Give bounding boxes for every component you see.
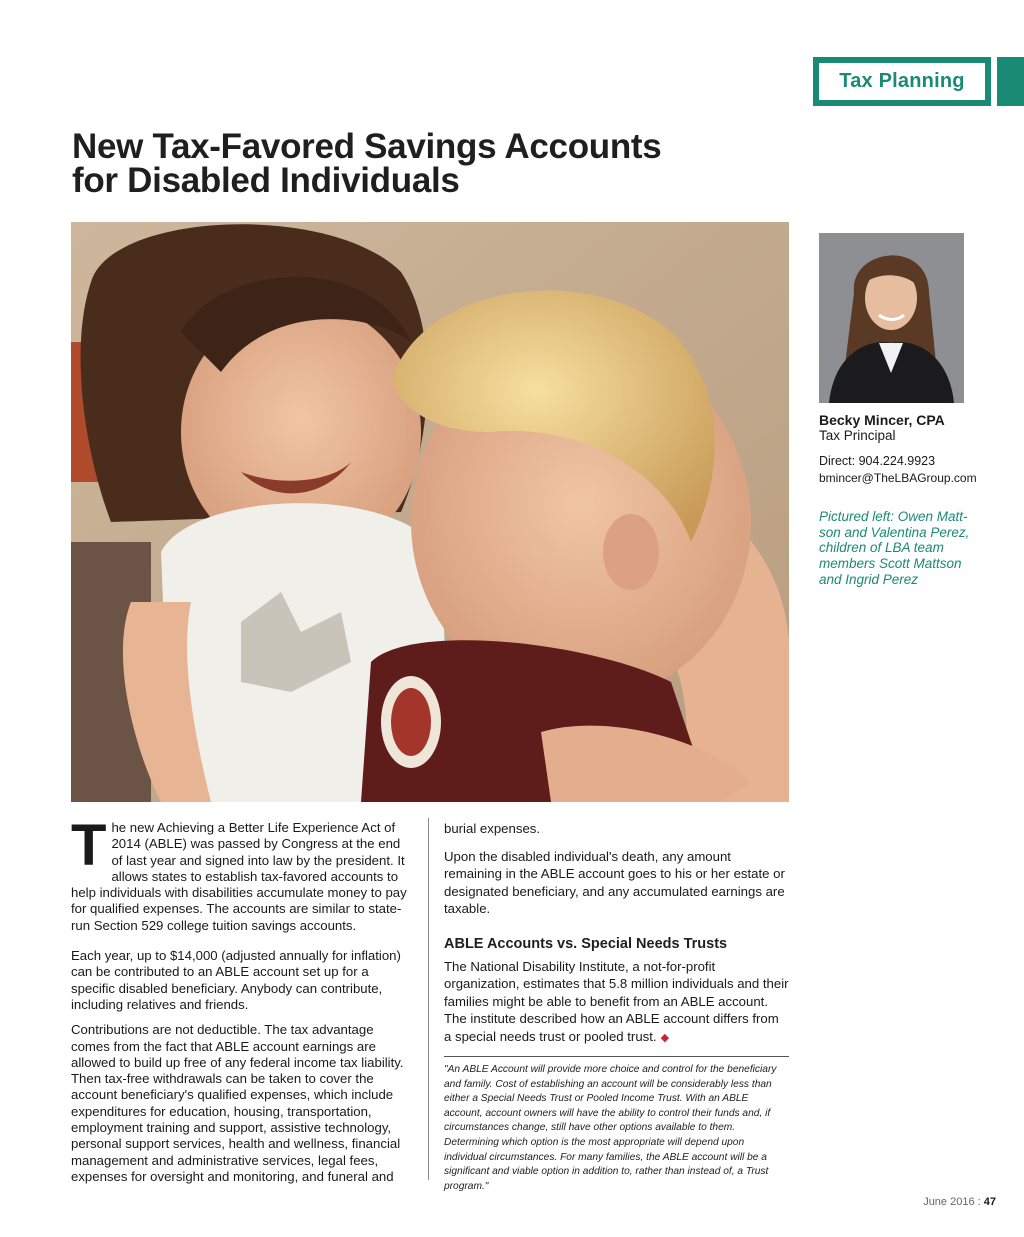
paragraph-6: [444, 958, 789, 1048]
headline-line-1: New Tax-Favored Savings Accounts: [72, 127, 662, 166]
pull-quote: "An ABLE Account will provide more choice and control for the beneficiary and family. Cost of establishing an account will be considerably less than either a Special Needs Trust or Pooled Income Trust. With an ABLE account, account owners will have the ability to control their funds and, if circumstances change, still have other options available to them. Determining which option is the most appropriate will depend upon individual circumstances. For many families, the ABLE account will be a significant and viable option in addition to, rather than instead of, a Trust program.": [444, 1064, 777, 1192]
section-tab-edge: [997, 57, 1024, 106]
author-email[interactable]: bmincer@TheLBAGroup.com: [819, 471, 977, 485]
author-title: Tax Principal: [819, 428, 896, 443]
author-name: Becky Mincer, CPA: [819, 412, 945, 428]
section-tab-inner: [819, 63, 985, 100]
article-column-right: [444, 820, 789, 1054]
article-headline: [72, 127, 792, 200]
drop-cap: T: [71, 813, 107, 878]
children-photo-illustration: [71, 222, 789, 802]
paragraph-2: Each year, up to $14,000 (adjusted annually for inflation) can be contributed to an ABLE account set up for a specific disabled beneficiary. Anybody can contribute, including relatives and friends.: [71, 948, 401, 1012]
section-tab: [813, 57, 991, 106]
paragraph-6-text: The National Disability Institute, a not-for-profit organization, estimates that 5.8 million individuals and their families might be able to benefit from an ABLE account. The institute described how an ABLE account differs from a special needs trust or pooled trust.: [444, 958, 789, 1044]
quote-rule: [444, 1056, 789, 1057]
paragraph-4: burial expenses.: [444, 821, 541, 836]
page-footer: [923, 1196, 996, 1208]
subheading: ABLE Accounts vs. Special Needs Trusts: [444, 935, 728, 952]
paragraph-5: Upon the disabled individual's death, any amount remaining in the ABLE account goes to his or her estate or designated beneficiary, and any accumulated earnings are taxable.: [444, 848, 785, 917]
end-mark-icon: ◆: [660, 1031, 670, 1044]
issue-date: June 2016 :: [923, 1196, 981, 1208]
author-contact: [819, 412, 1019, 486]
photo-caption: Pictured left: Owen Matt-son and Valentina Perez, children of LBA team members Scott Mattson and Ingrid Perez: [819, 509, 970, 587]
paragraph-1: [71, 813, 411, 934]
children-photo: [71, 222, 789, 802]
article-column-left: [71, 813, 411, 1194]
section-label: Tax Planning: [839, 70, 965, 92]
author-portrait: [819, 233, 964, 403]
paragraph-1-text: he new Achieving a Better Life Experience Act of 2014 (ABLE) was passed by Congress at the end of last year and signed into law by the president. It allows states to establish tax-favored accounts to help individuals with disabilities accumulate money to pay for qualified expenses. The accounts are similar to state-run Section 529 college tuition savings accounts.: [71, 820, 407, 933]
column-divider: [428, 818, 429, 1180]
headline-line-2: for Disabled Individuals: [72, 161, 460, 200]
author-portrait-illustration: [819, 233, 964, 403]
author-phone: Direct: 904.224.9923: [819, 454, 936, 468]
page-number: 47: [983, 1196, 996, 1208]
paragraph-3: Contributions are not deductible. The tax advantage comes from the fact that ABLE account earnings are allowed to build up free of any federal income tax liability. Then tax-free withdrawals can be taken to cover the account beneficiary's qualified expenses, which include expenditures for education, housing, transportation, employment training and support, assistive technology, personal support services, health and wellness, financial management and administrative services, legal fees, expenses for oversight and monitoring, and funeral and: [71, 1022, 404, 1184]
